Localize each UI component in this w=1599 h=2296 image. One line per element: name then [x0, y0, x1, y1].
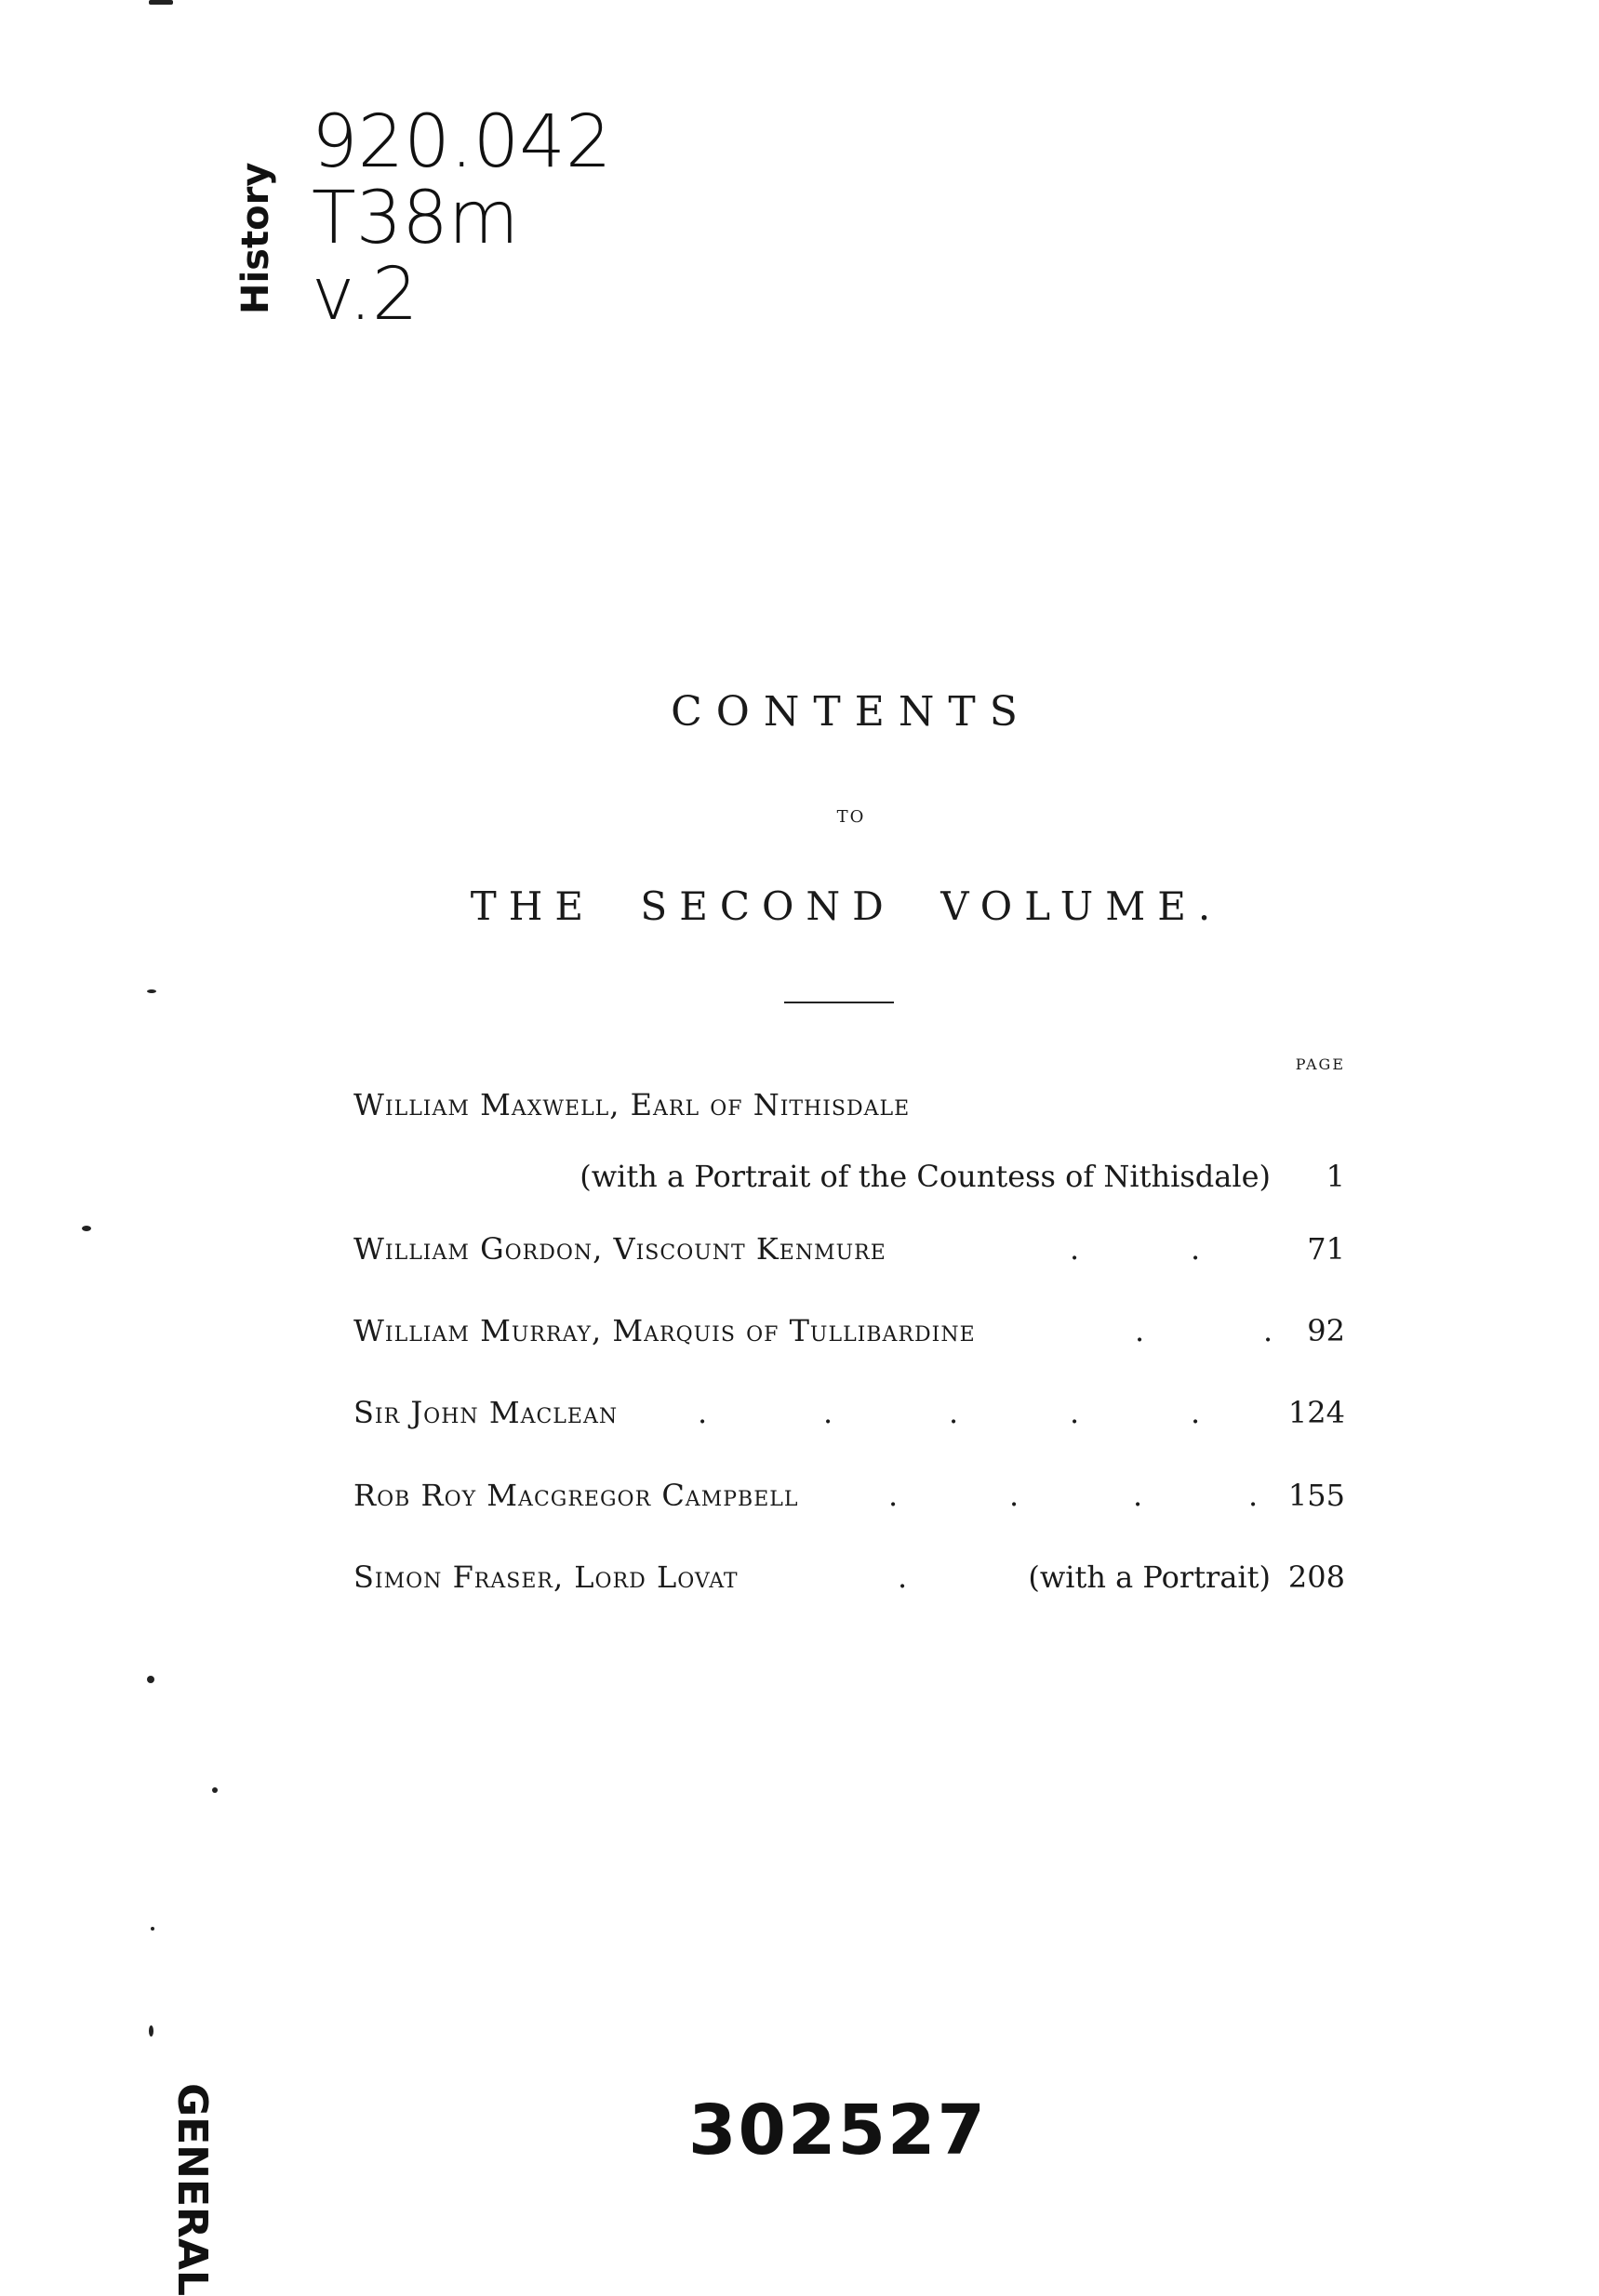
volume-heading: THE SECOND VOLUME.: [470, 883, 1223, 929]
leader-dot: .: [1135, 1313, 1145, 1348]
toc-entry-page: 71: [1307, 1231, 1345, 1267]
toc-entry-name: Simon Fraser, Lord Lovat: [353, 1559, 739, 1595]
toc-entry-name: William Maxwell, Earl of Nithisdale: [353, 1087, 911, 1122]
contents-heading: CONTENTS: [671, 688, 1032, 736]
leader-dot: .: [1248, 1478, 1259, 1513]
scan-speck: [82, 1226, 91, 1231]
toc-entry-page: 1: [1326, 1159, 1345, 1194]
leader-dot: .: [698, 1395, 708, 1430]
page-column-header: PAGE: [1295, 1055, 1345, 1073]
toc-entry-page: 124: [1287, 1395, 1345, 1430]
toc-entry-name: Rob Roy Macgregor Campbell: [353, 1478, 799, 1513]
call-number-volume: v.2: [312, 253, 419, 337]
toc-entry: [353, 1307, 1345, 1354]
leader-dot: .: [1191, 1395, 1201, 1430]
leader-dot: .: [888, 1478, 899, 1513]
leader-dot: .: [1191, 1231, 1201, 1267]
title-divider: [784, 1002, 894, 1003]
toc-entry: [353, 1082, 1345, 1128]
scan-speck: [147, 1676, 154, 1683]
contents-to: TO: [836, 807, 866, 827]
toc-entry-note: (with a Portrait): [1028, 1559, 1271, 1595]
scan-speck: [149, 0, 173, 5]
leader-dot: .: [1009, 1478, 1019, 1513]
toc-entry-name: William Murray, Marquis of Tullibardine: [353, 1313, 976, 1348]
toc-entry-name: Sir John Maclean: [353, 1395, 619, 1430]
toc-entry: [353, 1226, 1345, 1272]
leader-dot: .: [823, 1395, 833, 1430]
scan-speck: [212, 1787, 218, 1793]
leader-dot: .: [1263, 1313, 1273, 1348]
leader-dot: .: [1070, 1231, 1080, 1267]
toc-entry-name: William Gordon, Viscount Kenmure: [353, 1231, 886, 1267]
general-stamp: GENERAL: [168, 2083, 216, 2296]
scan-speck: [151, 1927, 154, 1931]
accession-number: 302527: [688, 2090, 987, 2170]
toc-entry-page: 92: [1307, 1313, 1345, 1348]
scan-speck: [149, 2025, 153, 2037]
history-stamp: History: [234, 162, 277, 314]
toc-entry-page: 208: [1287, 1559, 1345, 1595]
call-number-cutter: T38m: [312, 177, 519, 260]
toc-entry-note: (with a Portrait of the Countess of Nithisdale): [580, 1159, 1271, 1194]
toc-entry: [353, 1472, 1345, 1519]
leader-dot: .: [1070, 1395, 1080, 1430]
toc-entry-page: 155: [1287, 1478, 1345, 1513]
leader-dot: .: [898, 1559, 908, 1595]
scan-speck: [147, 989, 156, 993]
toc-entry: [353, 1554, 1345, 1600]
toc-entry-continuation: [353, 1153, 1345, 1200]
leader-dot: .: [1133, 1478, 1143, 1513]
call-number: [312, 100, 612, 337]
call-number-class: 920.042: [312, 100, 612, 184]
toc-entry: [353, 1389, 1345, 1436]
leader-dot: .: [949, 1395, 959, 1430]
